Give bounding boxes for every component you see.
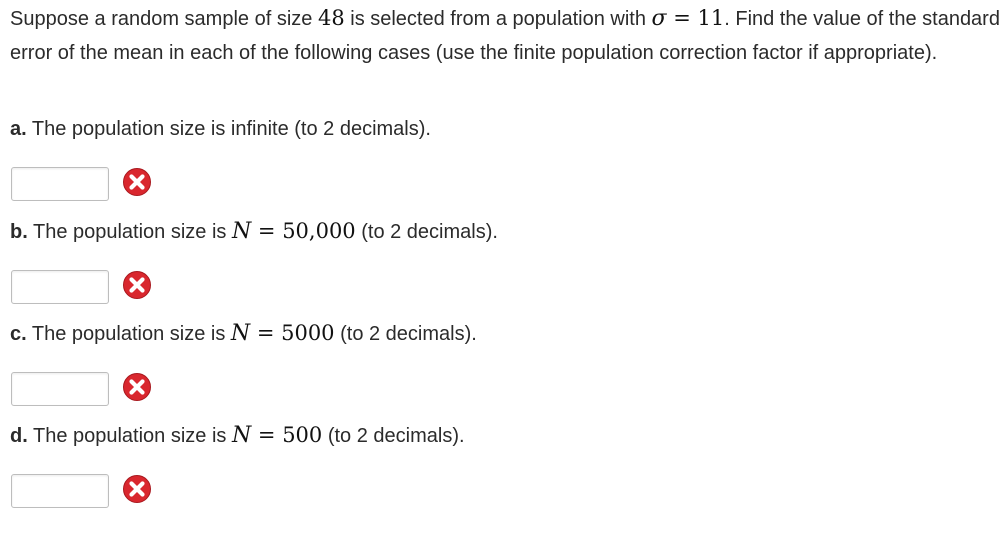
incorrect-x-icon — [122, 372, 152, 402]
part-b-var: N — [231, 219, 252, 244]
part-a-letter: a. — [10, 118, 27, 140]
part-d-text-before: The population size is — [27, 425, 232, 447]
part-c-value: 5000 — [281, 321, 335, 345]
part-c-label — [10, 319, 477, 348]
prompt-text-3: . Find the value of the standard error of the mean in each of the following cases (use the finite population correction factor if appropriate). — [10, 8, 1000, 64]
part-b-letter: b. — [10, 221, 28, 243]
question-prompt — [10, 2, 1002, 70]
prompt-text-1: Suppose a random sample of size — [10, 8, 318, 30]
part-a-label — [10, 115, 431, 143]
part-b-value: 50,000 — [282, 219, 356, 243]
part-d-answer-input[interactable] — [11, 474, 109, 508]
part-d-label — [10, 421, 465, 450]
incorrect-x-icon — [122, 167, 152, 197]
part-b-equals: = — [251, 219, 283, 243]
part-c-text-after: (to 2 decimals). — [334, 323, 477, 345]
part-d-value: 500 — [282, 423, 323, 447]
part-d-var: N — [231, 423, 252, 448]
part-c-text-before: The population size is — [26, 323, 231, 345]
part-c-letter: c. — [10, 323, 27, 345]
part-b-answer-input[interactable] — [11, 270, 109, 304]
sigma-equals: = — [666, 6, 698, 30]
incorrect-x-icon — [122, 474, 152, 504]
sample-size-value: 48 — [317, 6, 345, 30]
part-d-text-after: (to 2 decimals). — [322, 425, 465, 447]
part-b-label — [10, 217, 498, 246]
incorrect-x-icon — [122, 270, 152, 300]
part-a-answer-input[interactable] — [11, 167, 109, 201]
part-a-text: The population size is infinite (to 2 decimals). — [26, 118, 431, 140]
part-d-equals: = — [251, 423, 283, 447]
sigma-value: 11 — [697, 6, 725, 30]
prompt-text-2: is selected from a population with — [344, 8, 652, 30]
part-b-text-after: (to 2 decimals). — [355, 221, 498, 243]
part-c-equals: = — [250, 321, 282, 345]
part-b-text-before: The population size is — [27, 221, 232, 243]
part-d-letter: d. — [10, 425, 28, 447]
sigma-symbol: σ — [651, 6, 667, 31]
part-c-answer-input[interactable] — [11, 372, 109, 406]
part-c-var: N — [230, 321, 251, 346]
